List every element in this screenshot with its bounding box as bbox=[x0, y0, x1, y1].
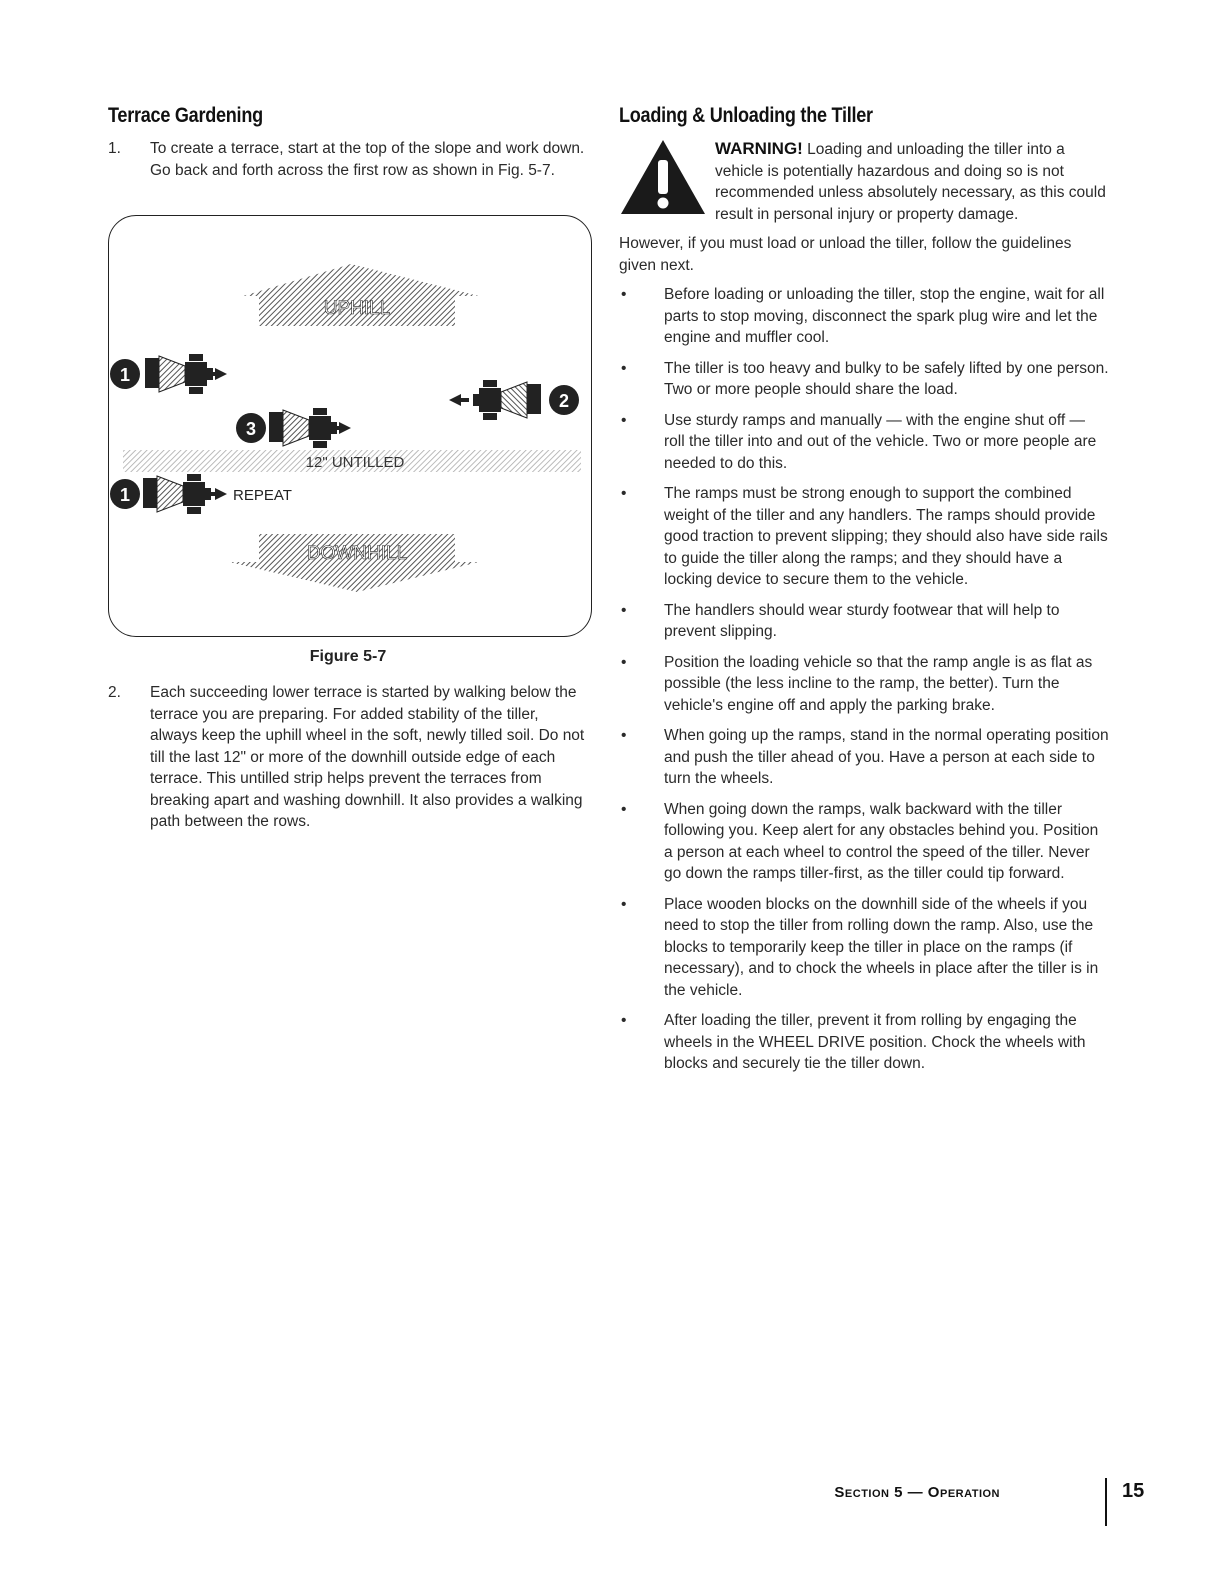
warning-block bbox=[619, 138, 1109, 225]
guideline-item bbox=[619, 600, 1109, 643]
guideline-text: When going up the ramps, stand in the normal operating position and push the tiller ahead of you. Have a person at each side to turn the wheels. bbox=[664, 727, 1109, 787]
guideline-text: Use sturdy ramps and manually — with the engine shut off — roll the tiller into and out of the vehicle. Two or more people are needed to do this. bbox=[664, 411, 1097, 472]
right-column bbox=[619, 104, 1109, 1084]
figure-caption: Figure 5-7 bbox=[309, 648, 387, 665]
bullet-icon: • bbox=[621, 653, 627, 671]
step-text: Each succeeding lower terrace is started by walking below the terrace you are preparing. For added stability of the tiller, always keep the uphill wheel in the soft, newly tilled soil. Do not till the last 12" or more of the downhill outside edge of each terrace. This untilled strip helps prevent the terraces from breaking apart and washing downhill. It also provides a walking path between the rows. bbox=[150, 684, 585, 830]
guidelines-list bbox=[619, 284, 1109, 1075]
bullet-icon: • bbox=[621, 1012, 627, 1029]
uphill-label: UPHILL bbox=[323, 298, 391, 319]
guideline-text: After loading the tiller, prevent it from rolling by engaging the wheels in the WHEEL DRIVE position. Chock the wheels with blocks and securely tie the tiller down. bbox=[664, 1012, 1086, 1072]
guideline-item bbox=[619, 284, 1109, 349]
terrace-gardening-heading: Terrace Gardening bbox=[108, 104, 263, 127]
tiller-pass-3 bbox=[236, 408, 351, 448]
step-number: 2. bbox=[108, 684, 121, 701]
untilled-label: 12" UNTILLED bbox=[305, 454, 405, 471]
repeat-label: REPEAT bbox=[233, 487, 292, 504]
guideline-text: The ramps must be strong enough to support the combined weight of the tiller and any handlers. The ramps should provide good traction to prevent slipping; they should also have side rails to guide the tiller along the ramps; and they should have a locking device to secure them to the vehicle. bbox=[664, 485, 1108, 588]
guideline-text: Position the loading vehicle so that the ramp angle is as flat as possible (the less incline to the ramp, the better). Turn the vehicle's engine off and apply the parking brake. bbox=[664, 653, 1093, 714]
step-number: 1. bbox=[108, 140, 121, 157]
bullet-icon: • bbox=[621, 601, 627, 619]
figure-5-7 bbox=[108, 215, 592, 637]
bullet-icon: • bbox=[621, 485, 627, 502]
marker-1: 1 bbox=[119, 365, 131, 385]
step-text: To create a terrace, start at the top of the slope and work down. Go back and forth across the first row as shown in Fig. 5-7. bbox=[150, 140, 585, 179]
guideline-text: Before loading or unloading the tiller, stop the engine, wait for all parts to stop moving, disconnect the spark plug wire and let the engine and muffler cool. bbox=[664, 286, 1105, 346]
left-column bbox=[108, 104, 588, 181]
tiller-repeat bbox=[110, 474, 227, 514]
warning-text bbox=[715, 138, 1109, 225]
intro-paragraph: However, if you must load or unload the tiller, follow the guidelines given next. bbox=[619, 235, 1072, 274]
guideline-item bbox=[619, 894, 1109, 1002]
warning-body: Loading and unloading the tiller into a vehicle is potentially hazardous and doing so is not recommended unless absolutely necessary, as this could result in personal injury or property damage. bbox=[715, 141, 1106, 223]
guideline-item bbox=[619, 483, 1109, 591]
page-number: 15 bbox=[1122, 1480, 1145, 1502]
step-2 bbox=[108, 682, 588, 833]
section-label: Section 5 — Operation bbox=[834, 1484, 1000, 1501]
bullet-icon: • bbox=[621, 895, 627, 913]
guideline-text: The handlers should wear sturdy footwear that will help to prevent slipping. bbox=[664, 601, 1060, 640]
bullet-icon: • bbox=[621, 800, 627, 818]
guideline-text: When going down the ramps, walk backward with the tiller following you. Keep alert for any obstacles behind you. Position a person at each wheel to control the speed of the tiller. Never go down the ramps tiller-first, as the tiller could tip forward. bbox=[664, 800, 1099, 882]
marker-1-repeat: 1 bbox=[119, 485, 131, 505]
guideline-item bbox=[619, 725, 1109, 790]
guideline-text: Place wooden blocks on the downhill side of the wheels if you need to stop the tiller from rolling down the ramp. Also, use the blocks to temporarily keep the tiller in place on the ramps (if necessary), and to chock the wheels in place after the tiller is in the vehicle. bbox=[664, 895, 1099, 999]
guideline-item bbox=[619, 358, 1109, 401]
marker-3: 3 bbox=[245, 419, 257, 439]
guideline-text: The tiller is too heavy and bulky to be safely lifted by one person. Two or more people should share the load. bbox=[664, 359, 1109, 398]
bullet-icon: • bbox=[621, 727, 627, 744]
guideline-item bbox=[619, 652, 1109, 717]
page-footer bbox=[834, 1478, 1160, 1528]
marker-2: 2 bbox=[558, 391, 570, 411]
warning-label: WARNING! bbox=[715, 139, 803, 158]
warning-triangle-icon bbox=[619, 138, 707, 216]
tiller-pass-2 bbox=[449, 380, 579, 420]
footer-divider bbox=[1105, 1478, 1107, 1526]
loading-unloading-heading: Loading & Unloading the Tiller bbox=[619, 104, 873, 127]
bullet-icon: • bbox=[621, 359, 627, 377]
guideline-item bbox=[619, 410, 1109, 475]
bullet-icon: • bbox=[621, 286, 627, 303]
downhill-label: DOWNHILL bbox=[306, 543, 408, 564]
tiller-pass-1 bbox=[110, 354, 227, 394]
guideline-item bbox=[619, 1010, 1109, 1075]
bullet-icon: • bbox=[621, 411, 627, 429]
guideline-item bbox=[619, 799, 1109, 885]
terrace-diagram bbox=[109, 216, 590, 635]
step-1 bbox=[108, 138, 588, 181]
